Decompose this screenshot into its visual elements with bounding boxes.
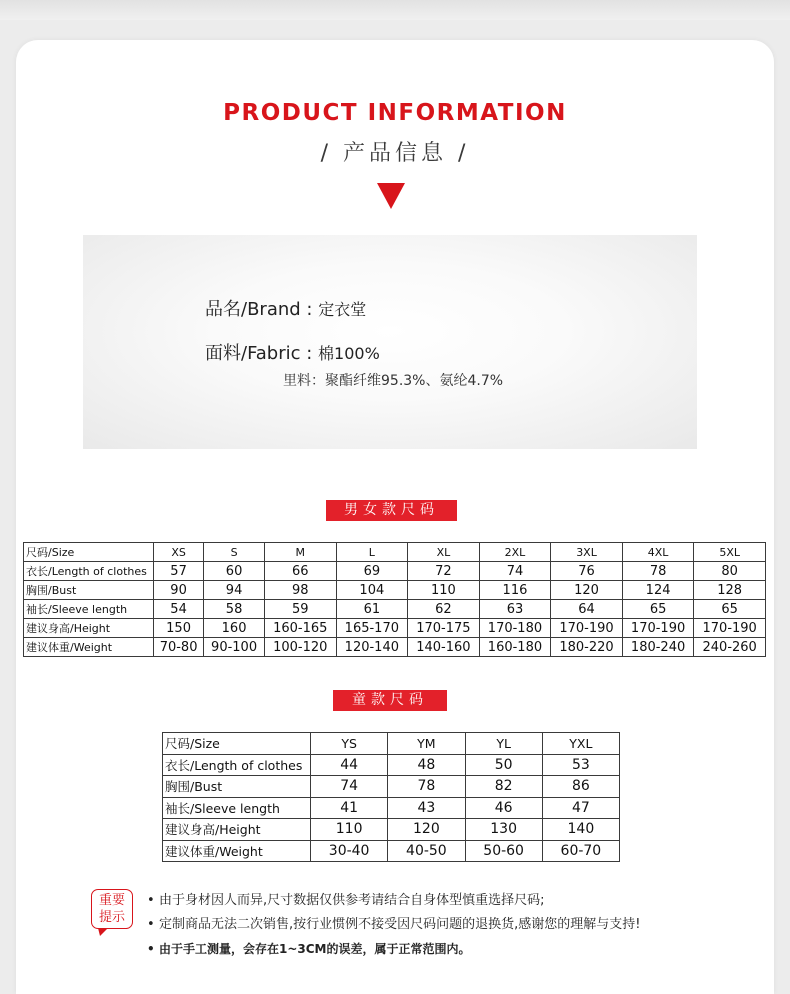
size-value-cell: XL [408, 543, 480, 562]
row-label-cell: 胸围/Bust [24, 581, 154, 600]
size-value-cell: 4XL [622, 543, 694, 562]
notice-item [147, 915, 640, 939]
size-value-cell: 90 [154, 581, 204, 600]
size-value-cell: 53 [542, 754, 619, 776]
size-value-cell: 41 [311, 797, 388, 819]
size-value-cell: 160-165 [265, 619, 337, 638]
size-row [163, 797, 620, 819]
size-row [163, 840, 620, 862]
size-value-cell: 64 [551, 600, 623, 619]
row-label-cell: 袖长/Sleeve length [163, 797, 311, 819]
size-value-cell: 74 [479, 562, 551, 581]
badge-line-2: 提示 [98, 910, 125, 925]
size-row [24, 562, 766, 581]
size-row [163, 754, 620, 776]
adult-size-label: 男女款尺码 [326, 500, 457, 521]
size-value-cell: 70-80 [154, 638, 204, 657]
size-value-cell: 57 [154, 562, 204, 581]
brand-line [205, 295, 366, 321]
row-label-cell: 衣长/Length of clothes [163, 754, 311, 776]
size-row [163, 819, 620, 841]
size-value-cell: 60 [204, 562, 265, 581]
size-value-cell: 40-50 [388, 840, 465, 862]
size-value-cell: 110 [408, 581, 480, 600]
size-value-cell: XS [154, 543, 204, 562]
size-value-cell: 140-160 [408, 638, 480, 657]
notice-text: 定制商品无法二次销售,按行业惯例不接受因尺码问题的退换货,感谢您的理解与支持! [159, 917, 641, 932]
brand-value: 定衣堂 [318, 300, 367, 319]
row-label-cell: 建议体重/Weight [24, 638, 154, 657]
size-row [24, 581, 766, 600]
adult-size-table [23, 542, 766, 657]
row-label-cell: 建议体重/Weight [163, 840, 311, 862]
size-value-cell: 78 [622, 562, 694, 581]
size-value-cell: 2XL [479, 543, 551, 562]
size-value-cell: 3XL [551, 543, 623, 562]
notice-item [147, 891, 640, 915]
product-info-box [83, 235, 697, 449]
size-value-cell: 90-100 [204, 638, 265, 657]
size-value-cell: 47 [542, 797, 619, 819]
size-value-cell: 165-170 [336, 619, 408, 638]
size-value-cell: 50 [465, 754, 542, 776]
size-value-cell: 110 [311, 819, 388, 841]
size-value-cell: 240-260 [694, 638, 766, 657]
size-value-cell: 170-190 [551, 619, 623, 638]
size-value-cell: 48 [388, 754, 465, 776]
size-value-cell: 160 [204, 619, 265, 638]
size-value-cell: 65 [622, 600, 694, 619]
row-label-cell: 胸围/Bust [163, 776, 311, 798]
kids-size-table [162, 732, 620, 862]
size-value-cell: 104 [336, 581, 408, 600]
size-value-cell: 58 [204, 600, 265, 619]
size-value-cell: 46 [465, 797, 542, 819]
size-value-cell: 30-40 [311, 840, 388, 862]
size-value-cell: 160-180 [479, 638, 551, 657]
size-value-cell: 170-180 [479, 619, 551, 638]
notice-text: 由于身材因人而异,尺寸数据仅供参考请结合自身体型慎重选择尺码; [159, 893, 545, 908]
size-value-cell: 150 [154, 619, 204, 638]
bullet-icon: • [147, 917, 155, 932]
fabric-value: 棉100% [318, 344, 380, 363]
row-label-cell: 衣长/Length of clothes [24, 562, 154, 581]
page-subtitle: / 产品信息 / [320, 141, 470, 166]
size-value-cell: 180-220 [551, 638, 623, 657]
size-value-cell: 120 [551, 581, 623, 600]
size-value-cell: 72 [408, 562, 480, 581]
badge-line-1: 重要 [98, 893, 125, 908]
size-value-cell: 50-60 [465, 840, 542, 862]
size-value-cell: 124 [622, 581, 694, 600]
size-value-cell: 60-70 [542, 840, 619, 862]
lining-text: 里料：聚酯纤维95.3%、氨纶4.7% [283, 373, 504, 389]
size-value-cell: 170-175 [408, 619, 480, 638]
row-label-cell: 袖长/Sleeve length [24, 600, 154, 619]
size-value-cell: 100-120 [265, 638, 337, 657]
size-value-cell: 78 [388, 776, 465, 798]
notice-item [147, 939, 640, 963]
size-value-cell: YXL [542, 733, 619, 755]
top-strip [0, 0, 790, 20]
size-value-cell: 76 [551, 562, 623, 581]
size-value-cell: 130 [465, 819, 542, 841]
size-value-cell: 180-240 [622, 638, 694, 657]
size-value-cell: 63 [479, 600, 551, 619]
product-info-card [16, 40, 774, 994]
size-value-cell: 74 [311, 776, 388, 798]
brand-label: 品名/Brand : [205, 299, 319, 320]
size-value-cell: 116 [479, 581, 551, 600]
size-header-row [163, 733, 620, 755]
fabric-line [205, 339, 380, 365]
size-row [24, 638, 766, 657]
size-value-cell: YS [311, 733, 388, 755]
notice-list [147, 891, 640, 963]
size-value-cell: 43 [388, 797, 465, 819]
size-value-cell: 44 [311, 754, 388, 776]
kids-size-label: 童款尺码 [333, 690, 447, 711]
size-row [24, 600, 766, 619]
size-value-cell: 120-140 [336, 638, 408, 657]
row-label-cell: 建议身高/Height [163, 819, 311, 841]
important-notice-badge [91, 889, 133, 929]
speech-tail-icon [98, 928, 108, 936]
size-header-row [24, 543, 766, 562]
size-value-cell: 94 [204, 581, 265, 600]
size-value-cell: 61 [336, 600, 408, 619]
size-value-cell: 82 [465, 776, 542, 798]
size-value-cell: 66 [265, 562, 337, 581]
size-value-cell: 5XL [694, 543, 766, 562]
size-value-cell: S [204, 543, 265, 562]
row-label-cell: 建议身高/Height [24, 619, 154, 638]
size-value-cell: 62 [408, 600, 480, 619]
size-value-cell: 86 [542, 776, 619, 798]
size-row [24, 619, 766, 638]
size-value-cell: 54 [154, 600, 204, 619]
size-value-cell: 120 [388, 819, 465, 841]
size-value-cell: 170-190 [622, 619, 694, 638]
size-value-cell: 128 [694, 581, 766, 600]
row-label-cell: 尺码/Size [24, 543, 154, 562]
page-title: PRODUCT INFORMATION [223, 100, 567, 126]
size-value-cell: 98 [265, 581, 337, 600]
size-value-cell: 140 [542, 819, 619, 841]
size-row [163, 776, 620, 798]
size-value-cell: 59 [265, 600, 337, 619]
size-value-cell: 80 [694, 562, 766, 581]
size-value-cell: YL [465, 733, 542, 755]
size-value-cell: L [336, 543, 408, 562]
size-value-cell: M [265, 543, 337, 562]
size-value-cell: 170-190 [694, 619, 766, 638]
fabric-label: 面料/Fabric : [205, 343, 319, 364]
notice-text: 由于手工测量，会存在1~3CM的误差，属于正常范围内。 [159, 942, 471, 956]
bullet-icon: • [147, 942, 155, 956]
size-value-cell: 69 [336, 562, 408, 581]
down-triangle-icon [377, 183, 405, 209]
bullet-icon: • [147, 893, 155, 908]
row-label-cell: 尺码/Size [163, 733, 311, 755]
size-value-cell: YM [388, 733, 465, 755]
size-value-cell: 65 [694, 600, 766, 619]
